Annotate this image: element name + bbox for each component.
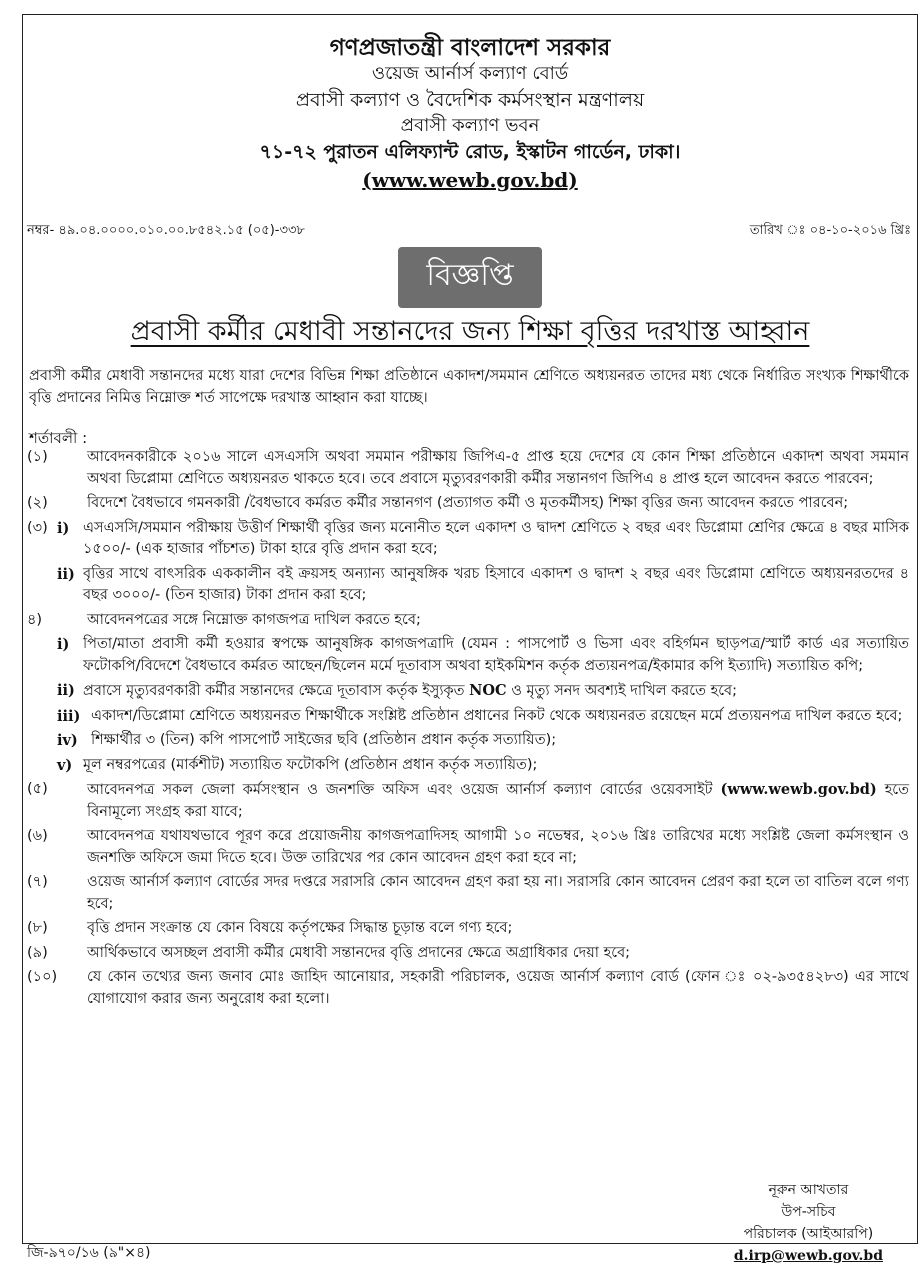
condition-7: (৭) ওয়েজ আর্নার্স কল্যাণ বোর্ডের সদর দপ্তরে সরাসরি কোন আবেদন গ্রহণ করা হয় না। সরাসরি কোন আবেদন প্রেরণ করা হলে তা বাতিল বলে গণ্য হবে; bbox=[27, 874, 909, 912]
ministry-name: প্রবাসী কল্যাণ ও বৈদেশিক কর্মসংস্থান মন্ত্রণালয় bbox=[295, 89, 645, 111]
print-code: জি-৯৭০/১৬ (৯"×৪) bbox=[27, 1245, 151, 1261]
notice-title: প্রবাসী কর্মীর মেধাবী সন্তানদের জন্য শিক্ষা বৃত্তির দরখাস্ত আহ্বান bbox=[130, 316, 810, 347]
condition-4-ii: ii) প্রবাসে মৃত্যুবরণকারী কর্মীর সন্তানদের ক্ষেত্রে দূতাবাস কর্তৃক ইস্যুকৃত NOC ও মৃত্যু সনদ অবশ্যই দাখিল করতে হবে; bbox=[57, 682, 737, 699]
government-name: গণপ্রজাতন্ত্রী বাংলাদেশ সরকার bbox=[329, 35, 611, 61]
condition-3-i: (৩) i) এসএসসি/সমমান পরীক্ষায় উত্তীর্ণ শিক্ষার্থী বৃত্তির জন্য মনোনীত হলে একাদশ ও দ্বাদশ শ্রেণিতে ২ বছর এবং ডিপ্লোমা শ্রেণির ক্ষেত্রে ৪ বছর মাসিক ১৫০০/- (এক হাজার পাঁচশত) টাকা হারে বৃত্তি প্রদান করা হবে; bbox=[27, 519, 909, 557]
condition-8: (৮) বৃত্তি প্রদান সংক্রান্ত যে কোন বিষয়ে কর্তৃপক্ষের সিদ্ধান্ত চূড়ান্ত বলে গণ্য হবে; bbox=[27, 920, 513, 936]
condition-9: (৯) আর্থিকভাবে অসচ্ছল প্রবাসী কর্মীর মেধাবী সন্তানদের বৃত্তি প্রদানের ক্ষেত্রে অগ্রাধিকার দেয়া হবে; bbox=[27, 944, 631, 961]
signatory-name: নূরুন আখতার bbox=[768, 1182, 849, 1198]
condition-2: (২) বিদেশে বৈধভাবে গমনকারী /বৈধভাবে কর্মরত কর্মীর সন্তানগণ (প্রত্যাগত কর্মী ও মৃতকর্মীসহ) শিক্ষা বৃত্তির জন্য আবেদন করতে পারবেন; bbox=[27, 495, 849, 511]
condition-4-iv: iv) শিক্ষার্থীর ৩ (তিন) কপি পাসপোর্ট সাইজের ছবি (প্রতিষ্ঠান প্রধান কর্তৃক সত্যায়িত); bbox=[57, 732, 557, 749]
condition-4-iii: iii) একাদশ/ডিপ্লোমা শ্রেণিতে অধ্যয়নরত শিক্ষার্থীকে সংশ্লিষ্ট প্রতিষ্ঠান প্রধানের নিকট থেকে অধ্যয়নরত রয়েছেন মর্মে প্রত্যয়নপত্র দাখিল করতে হবে; bbox=[57, 707, 903, 725]
notice-label: বিজ্ঞপ্তি bbox=[398, 247, 541, 308]
notice-date: তারিখ ঃ ০৪-১০-২০১৬ খ্রিঃ bbox=[749, 223, 911, 238]
building-name: প্রবাসী কল্যাণ ভবন bbox=[400, 115, 540, 136]
intro-paragraph: প্রবাসী কর্মীর মেধাবী সন্তানদের মধ্যে যারা দেশের বিভিন্ন শিক্ষা প্রতিষ্ঠানে একাদশ/সমমান শ্রেণিতে অধ্যয়নরত তাদের মধ্য থেকে নির্ধারিত সংখ্যক শিক্ষার্থীকে বৃত্তি প্রদানের নিমিত্ত নিম্নোক্ত শর্ত সাপেক্ষে দরখাস্ত আহ্বান করা যাচ্ছে। bbox=[29, 368, 909, 406]
signatory-rank: উপ-সচিব bbox=[781, 1204, 836, 1220]
signatory-email[interactable]: d.irp@wewb.gov.bd bbox=[733, 1248, 883, 1264]
conditions-list bbox=[27, 447, 909, 1013]
condition-4: ৪) আবেদনপত্রের সঙ্গে নিম্নোক্ত কাগজপত্র দাখিল করতে হবে; bbox=[27, 611, 421, 628]
condition-4-i: i) পিতা/মাতা প্রবাসী কর্মী হওয়ার স্বপক্ষে আনুষঙ্গিক কাগজপত্রাদি (যেমন : পাসপোর্ট ও ভিসা এবং বহির্গমন ছাড়পত্র/স্মার্ট কার্ড এর সত্যায়িত ফটোকপি/বিদেশে বৈধভাবে কর্মরত আছেন/ছিলেন মর্মে দূতাবাস অথবা হাইকমিশন কর্তৃক প্রত্যয়নপত্র/ইকামার কপি ইত্যাদি) সত্যায়িত কপি; bbox=[57, 636, 909, 674]
memo-number: নম্বর- ৪৯.০৪.০০০০.০১০.০০.৮৫৪২.১৫ (০৫)-৩৩৮ bbox=[27, 223, 305, 238]
website-link[interactable]: (www.wewb.gov.bd) bbox=[362, 168, 578, 192]
condition-3-ii: ii) বৃত্তির সাথে বাৎসরিক এককালীন বই ক্রয়সহ অন্যান্য আনুষঙ্গিক খরচ হিসাবে একাদশ ও দ্বাদশ ২ বছর এবং ডিপ্লোমা শ্রেণিতে অধ্যয়নরতদের ৪ বছর ৩০০০/- (তিন হাজার) টাকা প্রদান করা হবে; bbox=[57, 565, 909, 603]
conditions-label: শর্তাবলী : bbox=[29, 429, 88, 447]
notice-frame bbox=[22, 14, 918, 1264]
website-link-inline[interactable]: (www.wewb.gov.bd) bbox=[720, 781, 877, 798]
condition-4-v: v) মূল নম্বরপত্রের (মার্কশীট) সত্যায়িত ফটোকপি (প্রতিষ্ঠান প্রধান কর্তৃক সত্যায়িত); bbox=[57, 756, 538, 774]
address: ৭১-৭২ পুরাতন এলিফ্যান্ট রোড, ইস্কাটন গার্ডেন, ঢাকা। bbox=[259, 141, 681, 163]
condition-1: (১) আবেদনকারীকে ২০১৬ সালে এসএসসি অথবা সমমান পরীক্ষায় জিপিএ-৫ প্রাপ্ত হয়ে দেশের যে কোন শিক্ষা প্রতিষ্ঠানে একাদশ অথবা সমমান অথবা ডিপ্লোমা শ্রেণিতে অধ্যয়নরত থাকতে হবে। তবে প্রবাসে মৃত্যুবরণকারী কর্মীর সন্তানগণ জিপিএ ৪ প্রাপ্ত হলে আবেদন করতে পারবেন; bbox=[27, 449, 909, 487]
header-block bbox=[23, 35, 917, 193]
condition-6: (৬) আবেদনপত্র যথাযথভাবে পূরণ করে প্রয়োজনীয় কাগজপত্রাদিসহ আগামী ১০ নভেম্বর, ২০১৬ খ্রিঃ তারিখের মধ্যে সংশ্লিষ্ট জেলা কর্মসংস্থান ও জনশক্তি অফিসে জমা দিতে হবে। উক্ত তারিখের পর কোন আবেদন গ্রহণ করা হবে না; bbox=[27, 828, 909, 866]
condition-10: (১০) যে কোন তথ্যের জন্য জনাব মোঃ জাহিদ আনোয়ার, সহকারী পরিচালক, ওয়েজ আর্নার্স কল্যাণ বোর্ড (ফোন ঃ ০২-৯৩৫৪২৮৩) এর সাথে যোগাযোগ করার জন্য অনুরোধ করা হলো। bbox=[27, 969, 909, 1007]
condition-5: (৫) আবেদনপত্র সকল জেলা কর্মসংস্থান ও জনশক্তি অফিস এবং ওয়েজ আর্নার্স কল্যাণ বোর্ডের ওয়েবসাইট (www.wewb.gov.bd) হতে বিনামূল্যে সংগ্রহ করা যাবে; bbox=[27, 781, 910, 820]
board-name: ওয়েজ আর্নার্স কল্যাণ বোর্ড bbox=[371, 63, 569, 84]
signatory-post: পরিচালক (আইআরপি) bbox=[743, 1226, 874, 1242]
